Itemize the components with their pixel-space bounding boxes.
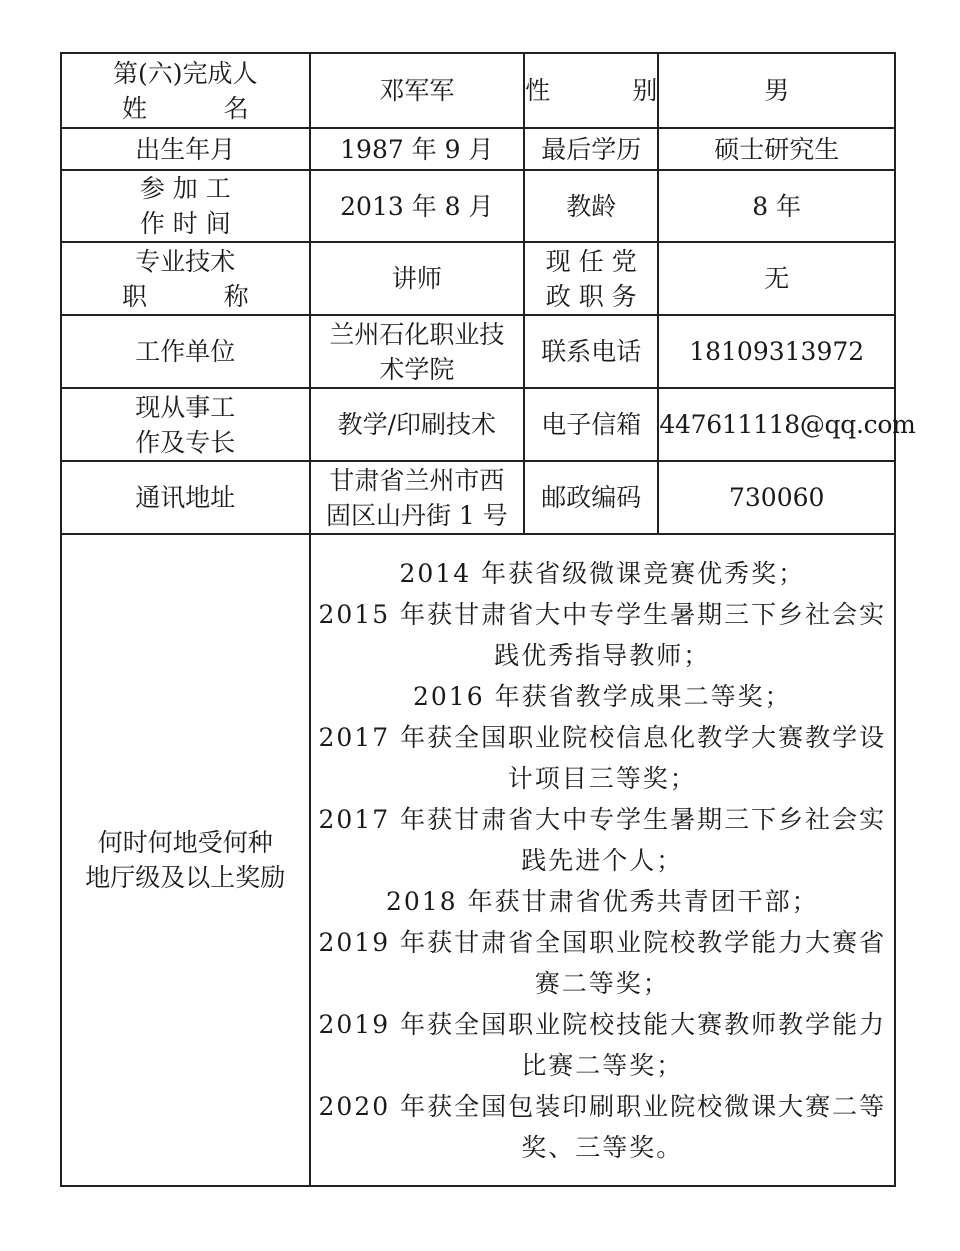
birth-value: 1987 年 9 月 [310, 128, 525, 170]
party-position-value: 无 [658, 242, 895, 315]
award-line: 赛二等奖； [534, 968, 670, 998]
row-address [61, 461, 895, 534]
title-label-line2: 职 称 [122, 281, 249, 311]
work-label-line1: 现从事工 [135, 392, 236, 422]
work-start-label [61, 170, 310, 242]
postcode-label: 邮政编码 [524, 461, 658, 534]
award-line: 2020 年获全国包装印刷职业院校微课大赛二等 [318, 1091, 887, 1121]
row-birth [61, 128, 895, 170]
award-line: 2017 年获全国职业院校信息化教学大赛教学设 [318, 722, 887, 752]
address-value-line1: 甘肃省兰州市西 [329, 465, 505, 495]
birth-label: 出生年月 [61, 128, 310, 170]
work-label [61, 388, 310, 461]
title-label [61, 242, 310, 315]
row-work [61, 388, 895, 461]
award-line: 计项目三等奖； [507, 763, 697, 793]
award-line: 2019 年获甘肃省全国职业院校教学能力大赛省 [318, 927, 887, 957]
awards-label [61, 534, 310, 1186]
title-label-line1: 专业技术 [135, 246, 236, 276]
unit-label: 工作单位 [61, 315, 310, 388]
gender-label: 性 别 [524, 53, 658, 128]
award-line: 2016 年获省教学成果二等奖； [413, 681, 792, 711]
name-label [61, 53, 310, 128]
address-value [310, 461, 525, 534]
awards-label-line1: 何时何地受何种 [97, 828, 273, 857]
email-value: 447611118@qq.com [658, 388, 895, 461]
postcode-value: 730060 [658, 461, 895, 534]
phone-label: 联系电话 [524, 315, 658, 388]
party-position-label [524, 242, 658, 315]
gender-value: 男 [658, 53, 895, 128]
row-unit [61, 315, 895, 388]
award-line: 2017 年获甘肃省大中专学生暑期三下乡社会实 [318, 804, 887, 834]
work-start-label-line2: 作 时 间 [139, 209, 231, 238]
award-line: 2019 年获全国职业院校技能大赛教师教学能力 [318, 1009, 887, 1039]
unit-value-line2: 术学院 [379, 354, 455, 384]
work-value: 教学/印刷技术 [310, 388, 525, 461]
name-label-line1: 第(六)完成人 [113, 58, 258, 88]
unit-value [310, 315, 525, 388]
award-line: 奖、三等奖。 [521, 1132, 684, 1162]
party-label-line2: 政 职 务 [545, 281, 637, 311]
name-value: 邓军军 [310, 53, 525, 128]
teaching-years-label: 教龄 [524, 170, 658, 242]
row-work-start [61, 170, 895, 242]
row-title [61, 242, 895, 315]
unit-value-line1: 兰州石化职业技 [329, 319, 505, 349]
work-start-label-line1: 参 加 工 [139, 174, 231, 203]
address-label: 通讯地址 [61, 461, 310, 534]
award-line: 比赛二等奖； [521, 1050, 684, 1080]
teaching-years-value: 8 年 [658, 170, 895, 242]
award-line: 践先进个人； [521, 845, 684, 875]
award-line: 2015 年获甘肃省大中专学生暑期三下乡社会实 [318, 599, 887, 629]
info-form-table [60, 52, 916, 1187]
phone-value: 18109313972 [658, 315, 895, 388]
education-value: 硕士研究生 [658, 128, 895, 170]
work-label-line2: 作及专长 [135, 427, 236, 457]
award-line: 践优秀指导教师； [494, 640, 711, 670]
row-awards [61, 534, 895, 1186]
row-name [61, 53, 895, 128]
awards-list [311, 553, 894, 1168]
award-line: 2014 年获省级微课竞赛优秀奖； [399, 558, 806, 588]
email-label: 电子信箱 [524, 388, 658, 461]
award-line: 2018 年获甘肃省优秀共青团干部； [386, 886, 819, 916]
awards-label-line2: 地厅级及以上奖励 [85, 863, 286, 892]
awards-list-cell [310, 534, 895, 1186]
address-value-line2: 固区山丹街 1 号 [325, 500, 508, 530]
party-label-line1: 现 任 党 [545, 246, 637, 276]
title-value: 讲师 [310, 242, 525, 315]
name-label-line2: 姓 名 [122, 93, 249, 123]
education-label: 最后学历 [524, 128, 658, 170]
work-start-value: 2013 年 8 月 [310, 170, 525, 242]
